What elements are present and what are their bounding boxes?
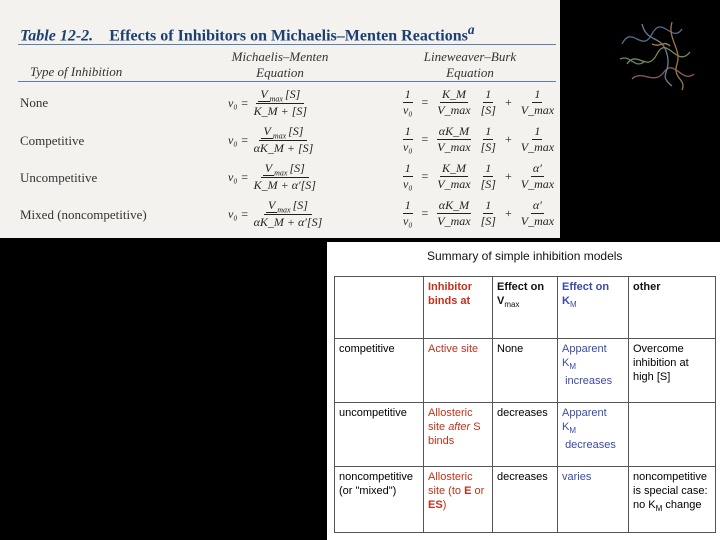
mm-equation: v₀ = V $_{max}$ [S] αK_M + [S] [228,124,314,156]
cell-type: noncompetitive (or "mixed") [335,467,424,533]
cell-other: noncompetitive is special case: no $K_M$ change [629,467,716,533]
cell-km: Apparent $K_M$ increases [558,339,629,403]
mm-equation: v₀ = V $_{max}$ [S] αK_M + α′[S] [228,198,323,230]
cell-vmax: decreases [493,467,558,533]
header-binds: Inhibitor binds at [424,277,493,339]
title-rule [18,44,556,45]
cell-binds: Allosteric site (to E or ES) [424,467,493,533]
summary-table [334,276,716,533]
cell-type: uncompetitive [335,403,424,467]
cell-type: competitive [335,339,424,403]
col-header-type: Type of Inhibition [30,64,123,79]
summary-title: Summary of simple inhibition models [427,249,623,263]
protein-structure-image [612,14,702,94]
table-row [335,467,716,533]
summary-panel [327,242,720,540]
cell-binds: Allosteric site after S binds [424,403,493,467]
header-km: Effect on $K_M$ [558,277,629,339]
header-vmax: Effect on $V_{max}$ [493,277,558,339]
cell-other [629,403,716,467]
lb-equation: $\frac{1}{\text{v₀}}$ = αK_M V_max 1 [S] + 1 V_max [403,124,555,154]
cell-vmax: None [493,339,558,403]
table-row [335,403,716,467]
row-type-label: Uncompetitive [20,170,98,185]
cell-other: Overcome inhibition at high [S] [629,339,716,403]
row-type-label: None [20,95,49,110]
header-other: other [629,277,716,339]
header-empty [335,277,424,339]
table-title: Table 12-2. Effects of Inhibitors on Michaelis–Menten Reactions$^a$ [20,22,475,45]
cell-binds: Active site [424,339,493,403]
table-header-row [335,277,716,339]
row-type-label: Mixed (noncompetitive) [20,207,147,222]
col-header-lb: Lineweaver–Burk Equation [423,49,517,80]
header-rule [18,81,556,82]
textbook-table [0,0,560,238]
col-header-mm: Michaelis–Menten Equation [231,49,329,80]
cell-vmax: decreases [493,403,558,467]
mm-equation: v₀ = V $_{max}$ [S] K_M + α′[S] [228,161,316,193]
cell-km: Apparent $K_M$ decreases [558,403,629,467]
lb-equation: $\frac{1}{\text{v₀}}$ = K_M V_max 1 [S] + α′ V_max [403,161,555,191]
row-type-label: Competitive [20,133,85,148]
table-row [335,339,716,403]
cell-km: varies [558,467,629,533]
lb-equation: $\frac{1}{\text{v₀}}$ = K_M V_max 1 [S] + 1 V_max [403,87,555,117]
mm-equation: v₀ = V $_{max}$ [S] K_M + [S] [228,87,308,119]
lb-equation: $\frac{1}{\text{v₀}}$ = αK_M V_max 1 [S] + α′ V_max [403,198,555,228]
